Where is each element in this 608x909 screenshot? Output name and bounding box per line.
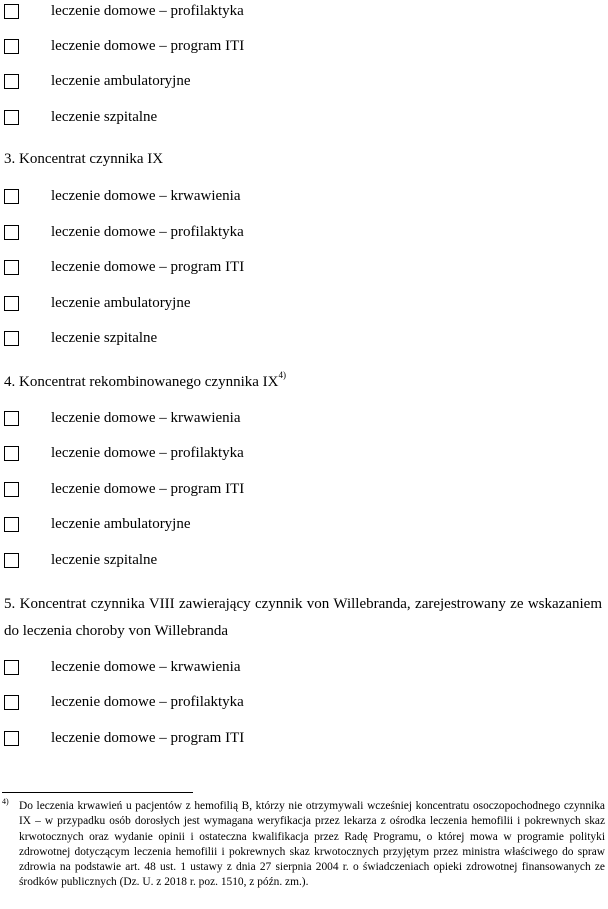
checkbox[interactable]: [4, 553, 19, 568]
option-label: leczenie domowe – krwawienia: [51, 187, 241, 204]
option-label: leczenie domowe – program ITI: [51, 258, 245, 275]
checkbox[interactable]: [4, 74, 19, 89]
option-label: leczenie ambulatoryjne: [51, 294, 191, 311]
option-label: leczenie ambulatoryjne: [51, 515, 191, 532]
option-label: leczenie domowe – krwawienia: [51, 658, 241, 675]
checkbox[interactable]: [4, 4, 19, 19]
section-title-5: 5. Koncentrat czynnika VIII zawierający czynnik von Willebranda, zarejestrowany ze wskazaniem do leczenia choroby von Willebranda: [4, 596, 602, 639]
option-label: leczenie domowe – krwawienia: [51, 409, 241, 426]
section-title-4: [4, 372, 286, 391]
footnote-separator: [2, 792, 193, 793]
checkbox[interactable]: [4, 411, 19, 426]
option-label: leczenie domowe – profilaktyka: [51, 693, 244, 710]
section-title-3: 3. Koncentrat czynnika IX: [4, 151, 164, 167]
checkbox[interactable]: [4, 446, 19, 461]
checkbox[interactable]: [4, 482, 19, 497]
checkbox[interactable]: [4, 660, 19, 675]
checkbox[interactable]: [4, 731, 19, 746]
option-label: leczenie domowe – program ITI: [51, 37, 245, 54]
option-label: leczenie domowe – profilaktyka: [51, 2, 244, 19]
checkbox[interactable]: [4, 225, 19, 240]
checkbox[interactable]: [4, 695, 19, 710]
option-label: leczenie domowe – profilaktyka: [51, 223, 244, 240]
checkbox[interactable]: [4, 331, 19, 346]
checkbox[interactable]: [4, 260, 19, 275]
option-label: leczenie ambulatoryjne: [51, 72, 191, 89]
checkbox[interactable]: [4, 296, 19, 311]
option-label: leczenie domowe – program ITI: [51, 480, 245, 497]
option-label: leczenie domowe – program ITI: [51, 729, 245, 746]
checkbox[interactable]: [4, 517, 19, 532]
option-label: leczenie szpitalne: [51, 551, 158, 568]
option-label: leczenie domowe – profilaktyka: [51, 444, 244, 461]
option-label: leczenie szpitalne: [51, 108, 158, 125]
checkbox[interactable]: [4, 39, 19, 54]
checkbox[interactable]: [4, 189, 19, 204]
footnote-ref: 4): [278, 370, 286, 380]
footnote-text: Do leczenia krwawień u pacjentów z hemofilią B, którzy nie otrzymywali wcześniej koncentratu osoczopochodnego czynnika IX – w przypadku osób dorosłych jest wymagana weryfikacja przez lekarza z ośrodka leczenia hemofilii i pokrewnych skaz krwotocznych oraz wydanie opinii i ostateczna kwalifikacja przez Radę Programu, o której mowa w programie polityki zdrowotnej dotyczącym leczenia hemofilii i pokrewnych skaz krwotocznych przyjętym przez ministra właściwego do spraw zdrowia na podstawie art. 48 ust. 1 ustawy z dnia 27 sierpnia 2004 r. o świadczeniach opieki zdrowotnej finansowanych ze środków publicznych (Dz. U. z 2018 r. poz. 1510, z późn. zm.).: [19, 800, 605, 889]
checkbox[interactable]: [4, 110, 19, 125]
option-label: leczenie szpitalne: [51, 329, 158, 346]
section-title-text: 4. Koncentrat rekombinowanego czynnika IX: [4, 374, 279, 390]
footnote-mark: 4): [2, 797, 9, 806]
